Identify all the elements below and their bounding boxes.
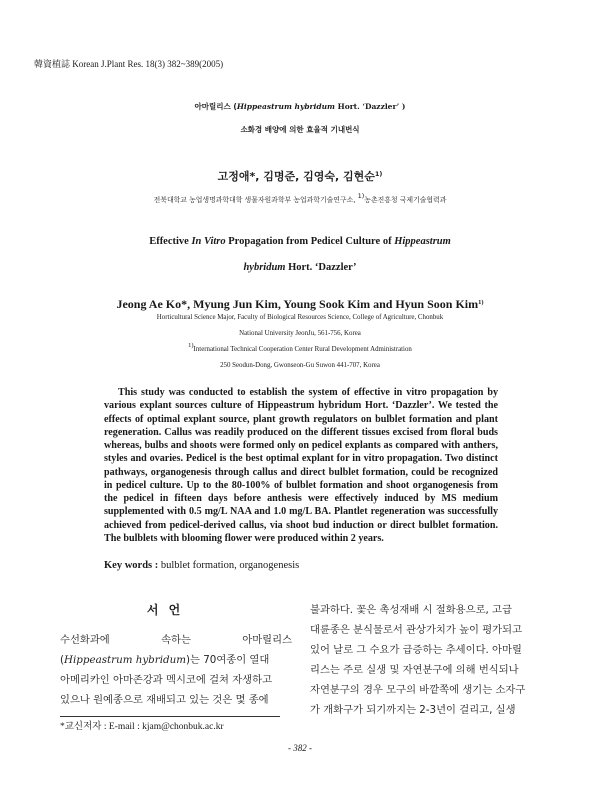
footnote-rule [60, 716, 280, 717]
body-right-line: 자연분구의 경우 모구의 바깥쪽에 생기는 소자구 [310, 684, 526, 696]
english-affiliation-sup: 1) [188, 342, 194, 349]
footnote: *교신저자 : E-mail : kjam@chonbuk.ac.kr [60, 722, 224, 732]
korean-affiliation-sup: 1) [357, 192, 365, 200]
korean-affiliation-2: 농촌진흥청 국제기술협력과 [364, 196, 447, 204]
body-left-word: 수선화과에 [60, 634, 110, 646]
body-left-word: 속하는 [161, 634, 191, 646]
english-affiliation-line3 [0, 342, 600, 353]
body-right-line: 있어 날로 그 수요가 급증하는 추세이다. 아마릴 [310, 644, 522, 656]
english-author-names: Jeong Ae Ko*, Myung Jun Kim, Young Sook Kim and Hyun Soon Kim [116, 297, 479, 311]
body-right-line: 리스는 주로 실생 및 자연분구에 의해 번식되나 [310, 664, 519, 676]
english-title-a: Effective [149, 236, 192, 247]
english-title-c: Propagation from Pedicel Culture of [225, 236, 395, 247]
korean-title-line2: 소화경 배양에 의한 효율적 기내번식 [240, 125, 360, 134]
english-title-f: Hort. ‘Dazzler’ [285, 262, 357, 273]
korean-authors [0, 168, 600, 184]
body-left-line1 [60, 631, 292, 646]
body-left-line2-rest: )는 70여종이 열대 [185, 654, 270, 666]
english-title-d: Hippeastrum [394, 236, 451, 247]
page-number: - 382 - [288, 743, 312, 753]
korean-title-suffix: Hort. ‘Dazzler’ ) [335, 102, 406, 111]
body-left-line3: 아메리카인 아마존강과 멕시코에 걸쳐 자생하고 [60, 674, 273, 686]
korean-author-names: 고정애*, 김명준, 김영숙, 김현순 [217, 170, 375, 183]
korean-author-sup: 1) [374, 170, 383, 178]
keywords-label: Key words : [104, 560, 161, 571]
english-title-line1 [0, 236, 600, 247]
english-title-line2 [0, 262, 600, 273]
english-author-sup: 1) [478, 299, 484, 306]
english-affiliation-line3-text: International Technical Cooperation Center Rural Development Administration [193, 346, 412, 353]
section-heading: 서 언 [146, 603, 184, 617]
english-affiliation-line2: National University JeonJu, 561-756, Korea [239, 330, 361, 337]
korean-title-prefix: 아마릴리스 ( [194, 102, 237, 111]
keywords-value: bulblet formation, organogenesis [160, 560, 300, 571]
english-title-b: In Vitro [191, 236, 226, 247]
keywords [104, 560, 299, 571]
english-authors [0, 297, 600, 312]
journal-header: 韓資植誌 Korean J.Plant Res. 18(3) 382~389(2005) [34, 59, 224, 69]
korean-title-line1 [0, 101, 600, 112]
body-right-line: 대륜종은 분식물로서 관상가치가 높이 평가되고 [310, 624, 523, 636]
korean-affiliation-1: 전북대학교 농업생명과학대학 생물자원과학부 농업과학기술연구소, [153, 196, 358, 204]
english-affiliation-line4: 250 Seodun-Dong, Gwonseon-Gu Suwon 441-707, Korea [220, 362, 380, 369]
korean-title-sci-name: Hippeastrum hybridum [236, 102, 335, 111]
korean-affiliation [0, 194, 600, 204]
body-left-line2 [60, 651, 292, 666]
body-left-paren: ( [60, 654, 65, 666]
abstract: This study was conducted to establish the system of effective in vitro propagation by various explant sources culture of Hippeastrum hybridum Hort. ‘Dazzler’. We tested the effects of optimal explant source, plant growth regulators on bulblet formation and plant regeneration. Callus was readily produced on the different tissues excised from floral buds whereas, bulbs and shoots were formed only on pedicel explants as compared with anthers, styles and ovaries. Pedicel is the best optimal explant for in vitro propagation. Two distinct pathways, organogenesis through callus and direct bulblet formation, could be recognized in pedicel culture. Up to the 80-100% of bulblet formation and shoot organogenesis from the pedicel in fifteen days before anthesis were effectively induced by MS medium supplemented with 0.5 mg/L NAA and 1.0 mg/L BA. Plantlet regeneration was successfully achieved from pedicel-derived callus, via shoot bud induction or direct bulblet formation. The bulblets with blooming flower were produced within 2 years. [104, 387, 498, 544]
body-left-word: 아마릴리스 [242, 634, 292, 646]
body-left-line4: 있으나 원예종으로 재배되고 있는 것은 몇 종에 [60, 694, 269, 706]
english-affiliation-line1: Horticultural Science Major, Faculty of Biological Resources Science, College of Agriculture, Chonbuk [156, 314, 444, 321]
body-left-sci-name: Hippeastrum hybridum [64, 654, 186, 666]
body-right-line: 가 개화구가 되기까지는 2-3년이 걸리고, 실생 [310, 704, 516, 716]
english-title-e: hybridum [243, 262, 286, 273]
body-right-line: 불과하다. 꽃은 촉성재배 시 절화용으로, 고급 [310, 604, 512, 616]
